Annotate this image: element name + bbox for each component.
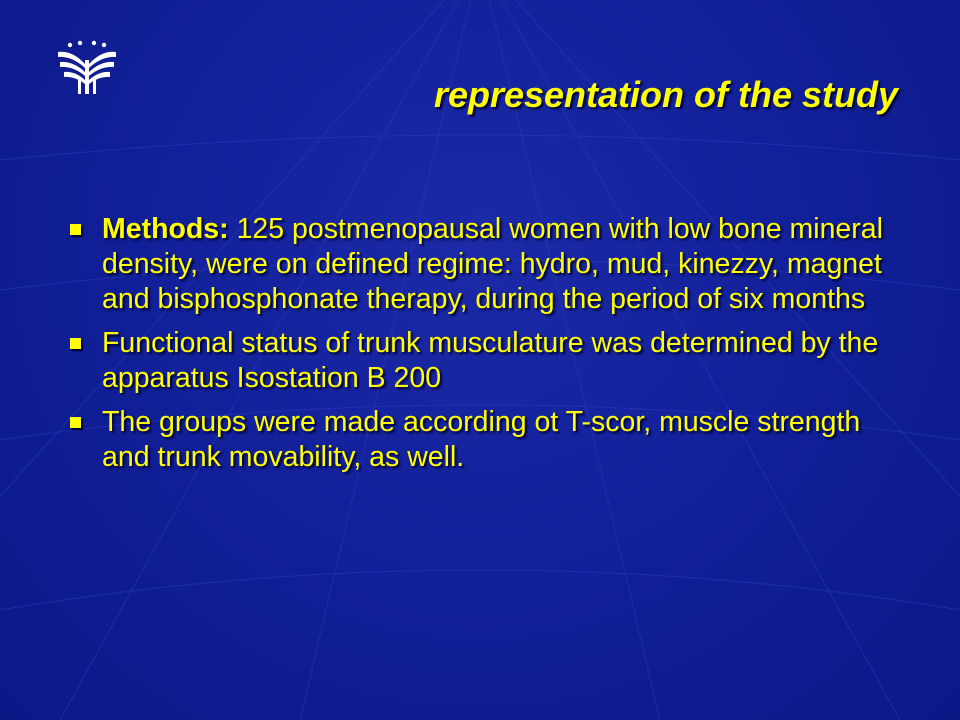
square-bullet-icon (70, 417, 81, 428)
square-bullet-icon (70, 224, 81, 235)
bullet-lead: Methods: (102, 213, 229, 245)
square-bullet-icon (70, 338, 81, 349)
bullet-item (66, 212, 906, 317)
bullet-text: Functional status of trunk musculature was determined by the apparatus Isostation B 200 (102, 327, 879, 394)
slide-title: representation of the study (433, 74, 898, 115)
bullet-item (66, 326, 906, 396)
bullet-text: 125 postmenopausal women with low bone mineral density, were on defined regime: hydro, mud, kinezzy, magnet and bisphosphonate therapy, during the period of six months (102, 213, 883, 315)
bullet-item (66, 405, 906, 475)
bullet-list (66, 212, 906, 484)
bullet-text: The groups were made according ot T-scor, muscle strength and trunk movability, as well. (102, 406, 861, 473)
